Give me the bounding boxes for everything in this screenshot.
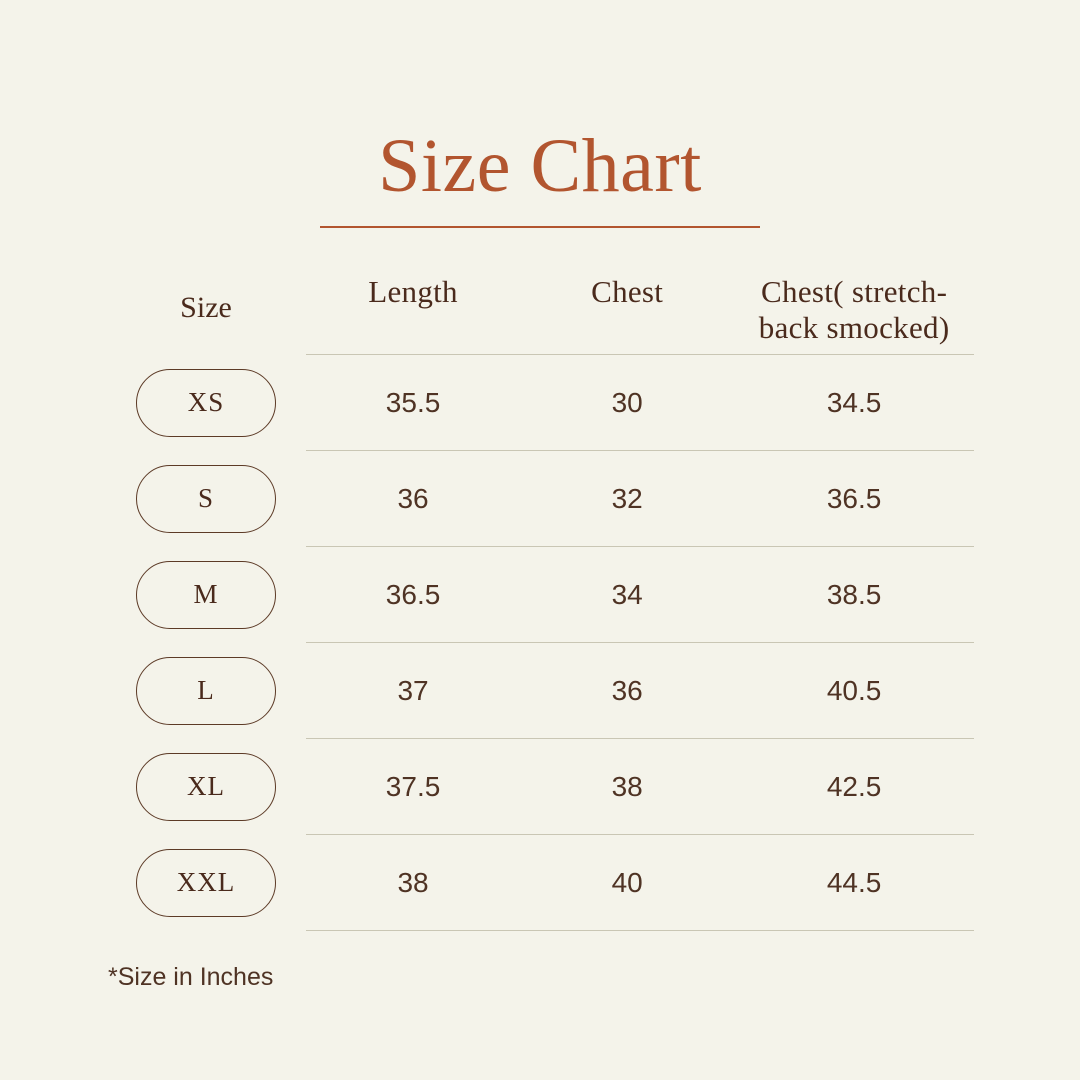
cell-chest-stretch: 34.5 [826,386,882,418]
cell-length: 36.5 [385,578,441,610]
row-values [306,771,974,803]
size-badge-label: XS [187,387,225,417]
table-row [106,355,974,450]
size-badge-xxl [136,849,276,917]
size-badge-label: S [197,483,215,513]
size-cell [106,753,306,821]
row-values [306,483,974,515]
header-label-chest: Chest [591,274,664,309]
table-row [106,835,974,930]
header-cell-length [306,274,520,310]
header-cell-chest [520,274,734,310]
cell-chest-stretch: 38.5 [826,578,882,610]
header-cells [306,262,974,345]
size-cell [106,369,306,437]
cell-length: 37.5 [385,770,441,802]
row-values [306,579,974,611]
cell-chest: 34 [611,578,643,610]
size-chart-table [106,262,974,931]
table-row [106,643,974,738]
row-divider [306,930,974,931]
cell-length: 35.5 [385,386,441,418]
header-label-size: Size [180,291,232,324]
size-badge-label: XL [187,771,225,801]
size-badge-label: L [197,675,215,705]
cell-chest-stretch: 42.5 [826,770,882,802]
size-cell [106,657,306,725]
cell-length: 38 [397,866,429,898]
cell-chest: 36 [611,674,643,706]
cell-length: 36 [397,482,429,514]
size-badge-label: XXL [176,867,236,897]
header-label-chest-stretch: Chest( stretch-back smocked) [758,274,950,345]
header-cell-chest-stretch [734,274,974,345]
row-values [306,867,974,899]
size-badge-xs [136,369,276,437]
footnote: *Size in Inches [108,963,274,991]
header-label-length: Length [368,274,458,309]
row-values [306,675,974,707]
table-row [106,451,974,546]
cell-chest-stretch: 44.5 [826,866,882,898]
title-block [320,124,760,228]
table-row [106,547,974,642]
size-cell [106,849,306,917]
table-header-row [106,262,974,354]
header-cell-size [106,262,306,354]
cell-chest: 30 [611,386,643,418]
size-badge-m [136,561,276,629]
cell-chest: 38 [611,770,643,802]
cell-chest-stretch: 36.5 [826,482,882,514]
row-values [306,387,974,419]
title-underline [320,226,760,228]
page-title: Size Chart [378,124,702,208]
cell-chest: 40 [611,866,643,898]
size-badge-l [136,657,276,725]
size-cell [106,561,306,629]
cell-chest: 32 [611,482,643,514]
size-badge-label: M [193,579,219,609]
size-cell [106,465,306,533]
cell-length: 37 [397,674,429,706]
table-row [106,739,974,834]
cell-chest-stretch: 40.5 [826,674,882,706]
size-badge-s [136,465,276,533]
size-badge-xl [136,753,276,821]
